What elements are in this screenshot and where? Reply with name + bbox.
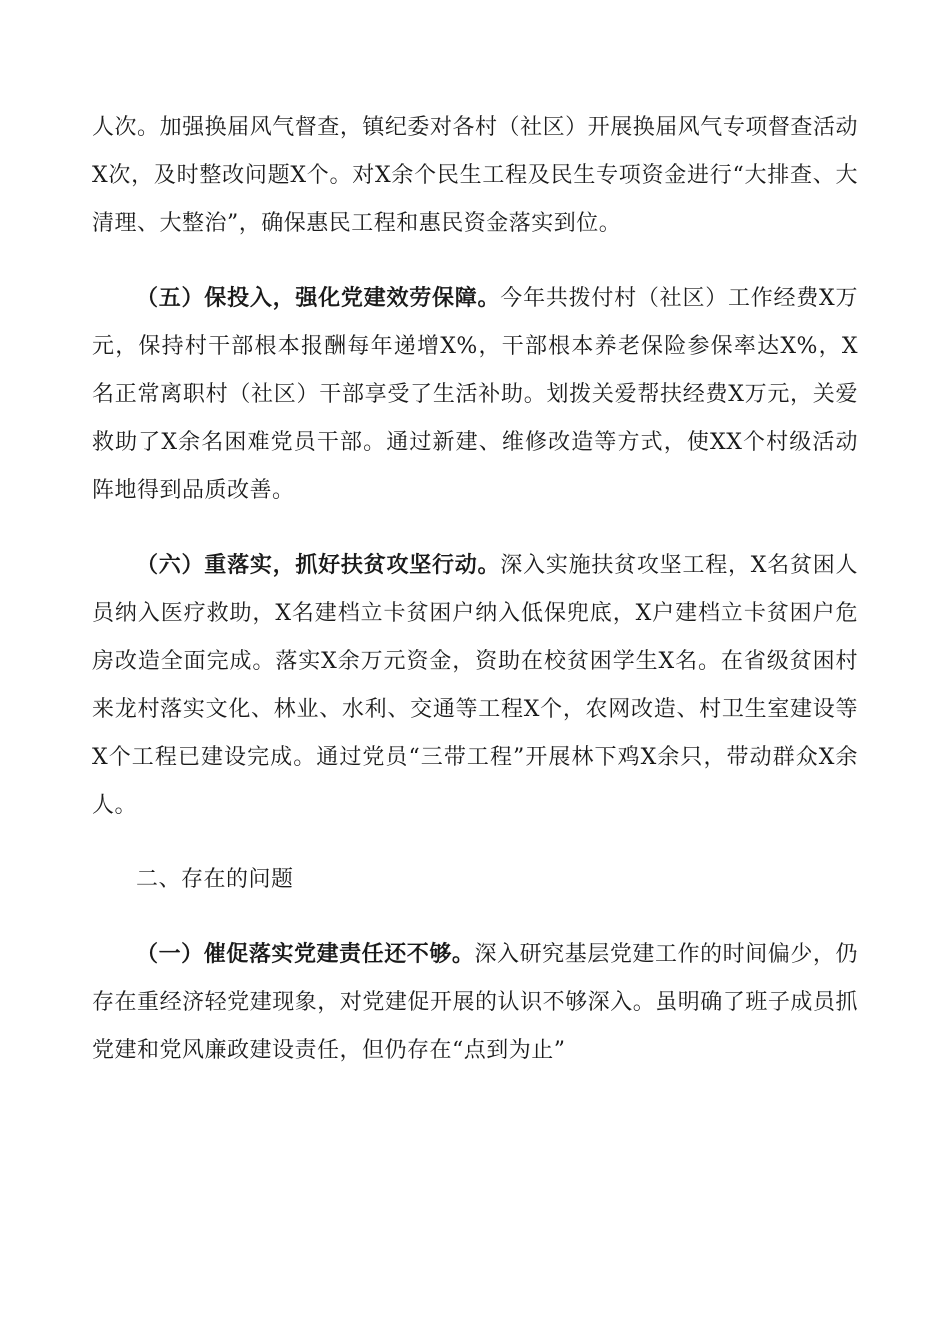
document-body [92,104,858,1075]
section-heading-problems [92,856,858,904]
paragraph-problem-1 [92,930,858,1075]
paragraph-text: 深入研究基层党建工作的时间偏少，仍存在重经济轻党建现象，对党建促开展的认识不够深入。虽明确了班子成员抓党建和党风廉政建设责任，但仍存在“点到为止” [92,942,858,1063]
paragraph-continuation [92,104,858,248]
paragraph-section-5 [92,274,858,515]
paragraph-text: 深入实施扶贫攻坚工程，X名贫困人员纳入医疗救助，X名建档立卡贫困户纳入低保兜底，X户建档立卡贫困户危房改造全面完成。落实X余万元资金，资助在校贫困学生X名。在省级贫困村来龙村落实文化、林业、水利、交通等工程X个，农网改造、村卫生室建设等X个工程已建设完成。通过党员“三带工程”开展林下鸡X余只，带动群众X余人。 [92,553,858,818]
section-lead-heading: （五）保投入，强化党建效劳保障。 [136,285,501,311]
paragraph-section-6 [92,541,858,830]
section-lead-heading: （六）重落实，抓好扶贫攻坚行动。 [136,552,501,578]
section-heading-text: 二、存在的问题 [136,867,294,892]
paragraph-text: 人次。加强换届风气督查，镇纪委对各村（社区）开展换届风气专项督查活动X次，及时整改问题X个。对X余个民生工程及民生专项资金进行“大排查、大清理、大整治”，确保惠民工程和惠民资金落实到位。 [92,115,858,236]
section-lead-heading: （一）催促落实党建责任还不够。 [136,941,475,967]
paragraph-text: 今年共拨付村（社区）工作经费X万元，保持村干部根本报酬每年递增X%，干部根本养老保险参保率达X%，X名正常离职村（社区）干部享受了生活补助。划拨关爱帮扶经费X万元，关爱救助了X余名困难党员干部。通过新建、维修改造等方式，使XX个村级活动阵地得到品质改善。 [92,286,858,503]
